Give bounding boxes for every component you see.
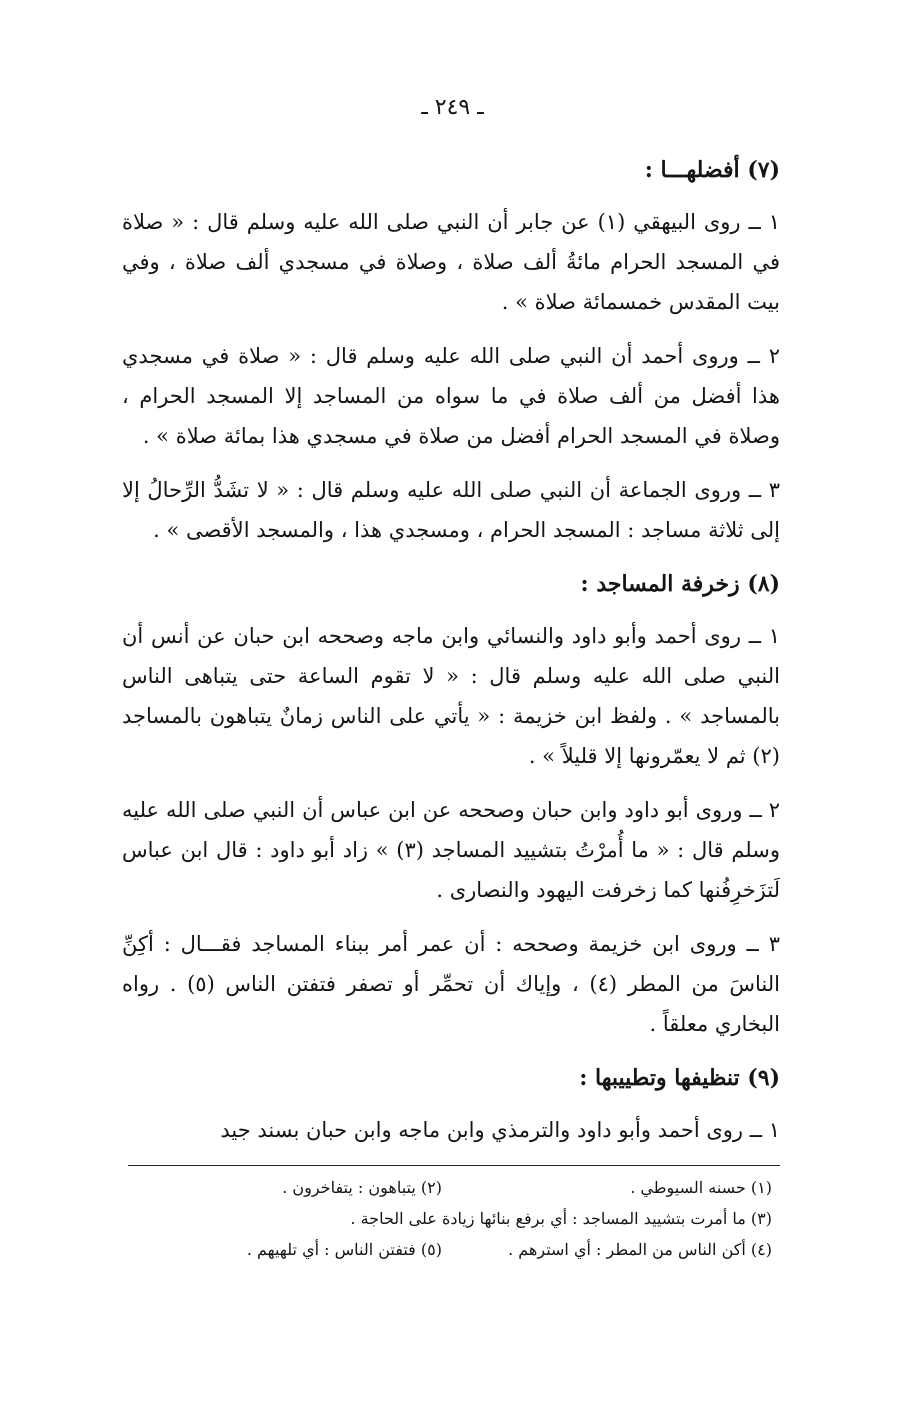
paragraph: ٣ ــ وروى الجماعة أن النبي صلى الله عليه وسلم قال : « لا تشَدُّ الرِّحالُ إلا إلى ثلاثة مساجد : المسجد الحرام ، ومسجدي هذا ، والمسجد الأقصى » . <box>122 478 780 542</box>
footnotes <box>122 1172 780 1265</box>
footnote: (٢) يتباهون : يتفاخرون . <box>282 1178 442 1197</box>
footnote-row <box>122 1172 780 1203</box>
footnote: (٤) أكن الناس من المطر : أي استرهم . <box>508 1240 772 1259</box>
section-heading: (٩) تنظيفها وتطييبها : <box>579 1065 780 1091</box>
footnote: (٥) فتفتن الناس : أي تلهيهم . <box>246 1240 442 1259</box>
paragraph: ١ ــ روى أحمد وأبو داود والترمذي وابن ماجه وابن حبان بسند جيد <box>220 1118 780 1142</box>
paragraph: ٢ ــ وروى أحمد أن النبي صلى الله عليه وسلم قال : « صلاة في مسجدي هذا أفضل من ألف صلاة في ما سواه من المساجد إلا المسجد الحرام ، وصلاة في المسجد الحرام أفضل من صلاة في مسجدي هذا بمائة صلاة » . <box>122 344 780 448</box>
page-number: ـ ٢٤٩ ـ <box>421 95 484 120</box>
paragraph: ١ ــ روى أحمد وأبو داود والنسائي وابن ماجه وصححه ابن حبان عن أنس أن النبي صلى الله عليه وسلم قال : « لا تقوم الساعة حتى يتباهى الناس بالمساجد » . ولفظ ابن خزيمة : « يأتي على الناس زمانٌ يتباهون بالمساجد (٢) ثم لا يعمّرونها إلا قليلاً » . <box>122 624 780 768</box>
footnote: (١) حسنه السيوطي . <box>630 1178 772 1197</box>
section-heading: (٨) زخرفة المساجد : <box>580 571 780 597</box>
page-body <box>122 150 780 1164</box>
section-heading: (٧) أفضلهـــا : <box>644 157 780 183</box>
paragraph: ٣ ــ وروى ابن خزيمة وصححه : أن عمر أمر ببناء المساجد فقـــال : أكِنِّ الناسَ من المطر (٤) ، وإياك أن تحمِّر أو تصفر فتفتن الناس (٥) . رواه البخاري معلقاً . <box>122 932 780 1036</box>
footnote: (٣) ما أمرت بتشييد المساجد : أي برفع بنائها زيادة على الحاجة . <box>350 1209 772 1228</box>
paragraph: ٢ ــ وروى أبو داود وابن حبان وصححه عن ابن عباس أن النبي صلى الله عليه وسلم قال : « ما أُمرْتُ بتشييد المساجد (٣) » زاد أبو داود : قال ابن عباس لَتزَخرِفُنها كما زخرفت اليهود والنصارى . <box>122 798 780 902</box>
footnote-row <box>122 1234 780 1265</box>
footnote-divider <box>128 1165 780 1166</box>
paragraph: ١ ــ روى البيهقي (١) عن جابر أن النبي صلى الله عليه وسلم قال : « صلاة في المسجد الحرام مائةُ ألف صلاة ، وصلاة في مسجدي ألف صلاة ، وفي بيت المقدس خمسمائة صلاة » . <box>122 210 781 314</box>
